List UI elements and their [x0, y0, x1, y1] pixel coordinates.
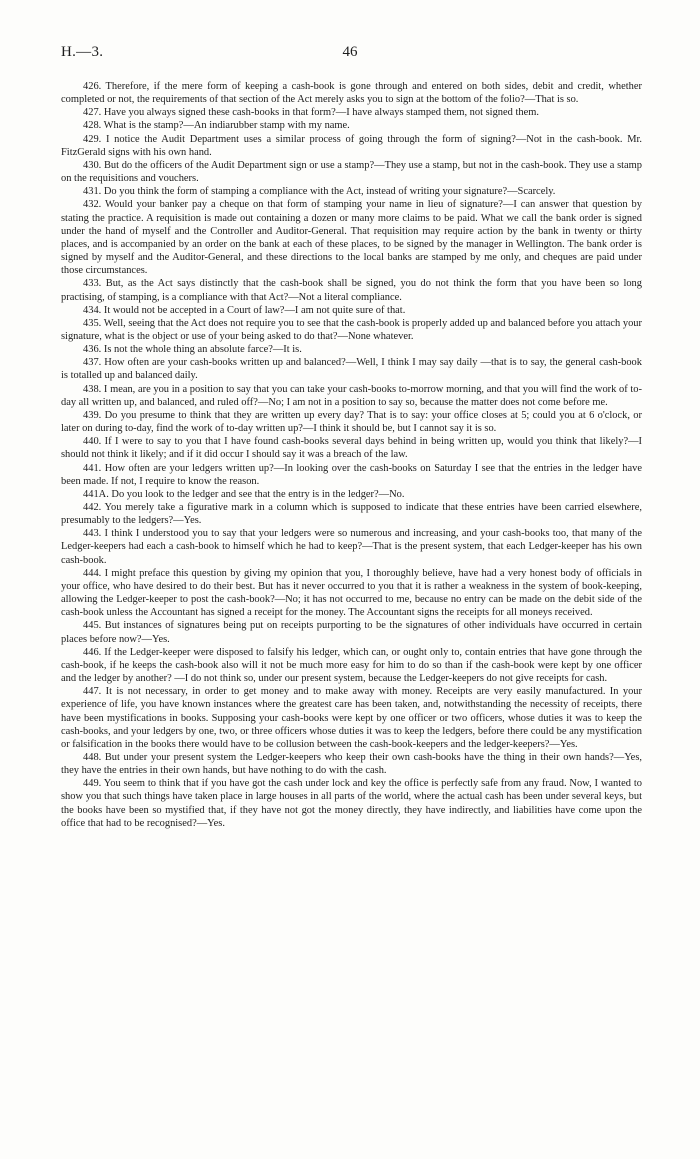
paragraph: 442. You merely take a figurative mark in a column which is supposed to indicate that these entries have been carried elsewhere, presumably to the ledgers?—Yes.: [61, 502, 642, 527]
paragraph: 430. But do the officers of the Audit Department sign or use a stamp?—They use a stamp, but not in the cash-book. They use a stamp on the requisitions and vouchers.: [61, 159, 642, 185]
paragraph: 427. Have you always signed these cash-books in that form?—I have always stamped them, not signed them.: [83, 107, 539, 119]
paragraph: 440. If I were to say to you that I have found cash-books several days behind in being written up, would you think that likely?—I should not think it likely; and if it did occur I should say it was a breach of the law.: [61, 436, 642, 461]
paragraph: 444. I might preface this question by giving my opinion that you, I thoroughly believe, have had a very honest body of officials in your office, who have desired to do their best. But has it never occurred to you that it is rather a weakness in the system of book-keeping, allowing the Ledger-keeper to post the cash-book?—No; it has not occurred to me, because no entry can be made on the debit side of the cash-book unless the Accountant has signed a receipt for the money. The Accountant signs the receipts for all moneys received.: [61, 567, 642, 619]
paragraph: 439. Do you presume to think that they are written up every day? That is to say: your office closes at 5; could you at 6 o'clock, or later on during to-day, find the work of to-day written up?—I think it should be, but I cannot say it is so.: [61, 409, 642, 435]
paragraph: 449. You seem to think that if you have got the cash under lock and key the office is perfectly safe from any fraud. Now, I wanted to show you that such things have taken place in large houses in all parts of the world, where the actual cash has been under several keys, but the books have been so mystified that, if they have not got the money directly, they have indirectly, and liabilities have come upon the office that had to be recognised?—Yes.: [61, 778, 642, 829]
paragraph: 437. How often are your cash-books written up and balanced?—Well, I think I may say daily —that is to say, the general cash-book is totalled up and balanced daily.: [61, 357, 642, 382]
paragraph: 429. I notice the Audit Department uses a similar process of going through the form of signing?—Not in the cash-book. Mr. FitzGerald signs with his own hand.: [61, 133, 642, 158]
document-reference: H.—3.: [61, 44, 104, 60]
paragraph: 447. It is not necessary, in order to get money and to make away with money. Receipts are very easily manufactured. In your experience of life, you have known instances where the greatest care has been taken, and, notwithstanding the necessity of receipts, there have been mystifications in books. Supposing your cash-books were kept by one officer or two officers, whose duties it was to keep the cash-books, and your ledgers by one, two, or three officers whose duties it was to keep the ledgers, before there could be any mystification or falsification in the books there would have to be collusion between the cash-book-keepers and the ledger-keepers?—Yes.: [61, 686, 642, 750]
paragraph: 432. Would your banker pay a cheque on that form of stamping your name in lieu of signature?—I can answer that question by stating the practice. A requisition is made out containing a dozen or many more claims to be paid. What we call the bank order is signed under the hand of myself and the Controller and Auditor-General. That requisition may require action by the bank in twenty or thirty places, and is accompanied by an order on the bank at each of these places, to be signed by the manager in Wellington. The bank order is signed by myself and the Auditor-General, and these directions to the local banks are stamped by me only, and cheques are paid under those circumstances.: [61, 199, 642, 277]
page-number: 46: [342, 44, 358, 60]
paragraph: 446. If the Ledger-keeper were disposed to falsify his ledger, which can, or ought only to, contain entries that have gone through the cash-book, if he keeps the cash-book also will it not be much more easy for him to do so than if the cash-book were kept by one officer and the ledger by another? —I do not think so, under our present system, because the Ledger-keepers do not give receipts for cash.: [61, 646, 642, 685]
paragraph: 434. It would not be accepted in a Court of law?—I am not quite sure of that.: [83, 304, 406, 316]
paragraph: 448. But under your present system the Ledger-keepers who keep their own cash-books have the thing in their own hands?—Yes, they have the entries in their own hands, but have nothing to do with the cash.: [61, 751, 642, 777]
paragraph: 431. Do you think the form of stamping a compliance with the Act, instead of writing your signature?—Scarcely.: [83, 186, 556, 198]
paragraph: 436. Is not the whole thing an absolute farce?—It is.: [83, 344, 302, 356]
page-header: [61, 44, 639, 66]
paragraph: 443. I think I understood you to say that your ledgers were so numerous and increasing, and your cash-books too, that many of the Ledger-keepers had each a cash-book to himself which he had to keep?—That is the present system, that each Ledger-keeper has his own cash-book.: [61, 528, 642, 566]
paragraph: 433. But, as the Act says distinctly that the cash-book shall be signed, you do not think the form that you have been so long practising, of stamping, is a compliance with that Act?—Not a literal compliance.: [61, 278, 642, 303]
paragraph: 438. I mean, are you in a position to say that you can take your cash-books to-morrow morning, and that you will find the work of to-day all written up, and balanced, and ruled off?—No; I am not in a position to say so, because the matter does not come before me.: [61, 383, 642, 408]
paragraph: 428. What is the stamp?—An indiarubber stamp with my name.: [83, 120, 350, 132]
paragraph: 426. Therefore, if the mere form of keeping a cash-book is gone through and entered on both sides, debit and credit, whether completed or not, the requirements of that section of the Act merely asks you to sign at the bottom of the folio?—That is so.: [61, 81, 642, 106]
paragraph: 435. Well, seeing that the Act does not require you to see that the cash-book is properly added up and balanced before you attach your signature, what is the object or use of your being asked to do that?—None whatever.: [61, 317, 642, 342]
paragraph: 441. How often are your ledgers written up?—In looking over the cash-books on Saturday I see that the entries in the ledger have been made. If not, I require to know the reason.: [61, 462, 642, 487]
document-body: [61, 80, 642, 830]
paragraph: 445. But instances of signatures being put on receipts purporting to be the signatures of other individuals have occurred in certain places before now?—Yes.: [61, 620, 642, 645]
paragraph: 441A. Do you look to the ledger and see that the entry is in the ledger?—No.: [83, 488, 405, 500]
